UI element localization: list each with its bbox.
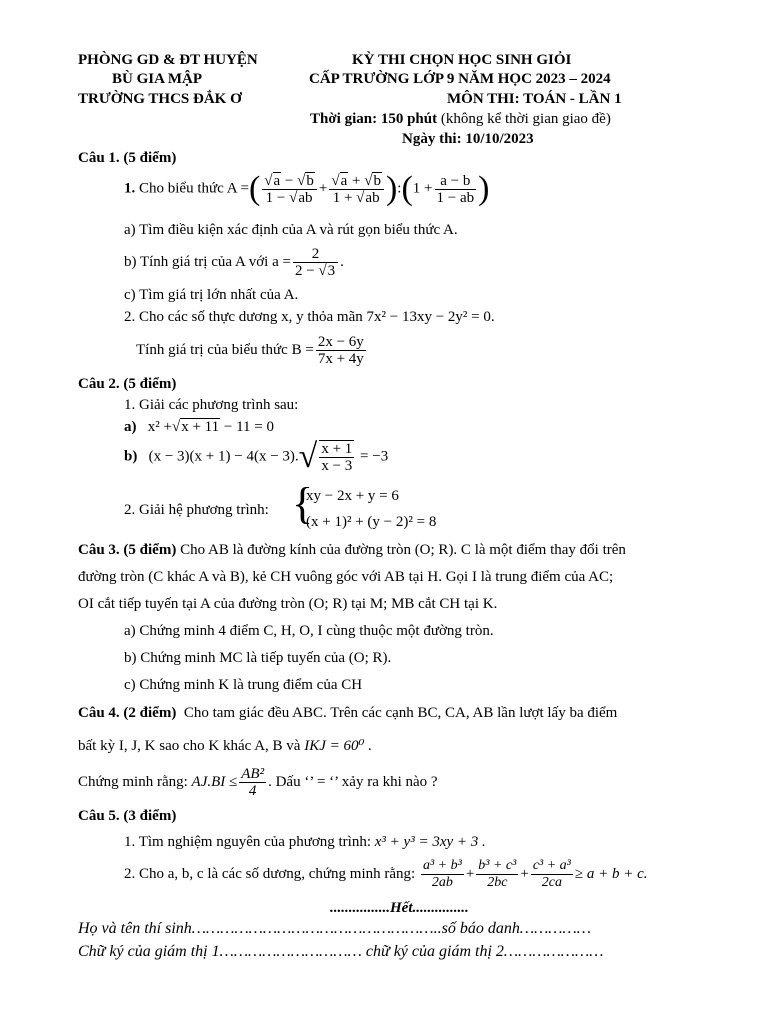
q5-p1-text: 1. Tìm nghiệm nguyên của phương trình: <box>124 834 372 850</box>
q5-f1-num: a³ + b³ <box>422 858 462 873</box>
q2-p1: 1. Giải các phương trình sau: <box>124 397 299 413</box>
exam-time-bold: Thời gian: 150 phút <box>310 111 438 127</box>
q2-a-radicand: x + 11 <box>181 419 220 435</box>
system-brace: { <box>292 479 314 528</box>
q1-b-denominator: 7x + 4y <box>317 351 364 367</box>
q1-part-c: c) Tìm giá trị lớn nhất của A. <box>124 287 299 303</box>
q2-system-eq1: xy − 2x + y = 6 <box>306 488 399 504</box>
q4-prove: Chứng minh rằng: <box>78 773 188 790</box>
exam-date: Ngày thi: 10/10/2023 <box>402 131 534 147</box>
q1-b-numerator: 2x − 6y <box>317 334 364 350</box>
q5-p1 <box>124 834 486 851</box>
q5-f2-den: 2bc <box>487 875 508 890</box>
q1-p2-ask: Tính giá trị của biểu thức B = $\frac{2x - 6y}{7x + 4y}$ <box>136 334 364 367</box>
q1-p2-text: 2. Cho các số thực dương x, y thỏa mãn <box>124 309 363 325</box>
q1-p1-label: 1. <box>124 180 136 197</box>
exam-subject: MÔN THI: TOÁN - LẦN 1 <box>447 91 622 107</box>
q3-line-3: OI cắt tiếp tuyến tại A của đường tròn (O; R) tại M; MB cắt CH tại K. <box>78 596 498 612</box>
q2-system-eq2: (x + 1)² + (y − 2)² = 8 <box>306 514 437 530</box>
q2-eq-a: a) x² +√x + 11 − 11 = 0 <box>124 419 274 435</box>
q2-a-left: x² + <box>147 419 172 435</box>
q2-b-numerator: x + 1 <box>321 441 353 457</box>
q1-p2 <box>124 309 495 326</box>
q3-part-a: a) Chứng minh 4 điểm C, H, O, I cùng thuộc một đường tròn. <box>124 623 494 639</box>
q5-p2: 2. Cho a, b, c là các số dương, chứng minh rằng: $\frac{\text{a³ + b³}}{2ab}$ + $\frac{\text{b³ + c³}}{2bc}$ + $\frac{\text{c³ + a³}}{2ca}$ ≥ a + b + c. <box>124 858 648 890</box>
q2-b-denominator: x − 3 <box>321 458 353 474</box>
exam-level: CẤP TRƯỜNG LỚP 9 NĂM HỌC 2023 – 2024 <box>309 71 611 87</box>
q3-part-b: b) Chứng minh MC là tiếp tuyến của (O; R). <box>124 650 392 666</box>
q3-line-2: đường tròn (C khác A và B), kẻ CH vuông góc với AB tại H. Gọi I là trung điểm của AC; <box>78 569 614 585</box>
q1-expression-A: 1. Cho biểu thức A =( $\frac{√a - √b}{1 - √ab}$ + $\frac{√a + √b}{1 + √ab}$ ):(1 + $\frac{a - b}{1 - ab}$ ) <box>124 170 490 207</box>
q5-p1-equation: x³ + y³ = 3xy + 3 . <box>374 834 486 850</box>
school-name: TRƯỜNG THCS ĐẮK Ơ <box>78 91 242 107</box>
q4-ineq-numerator: AB² <box>241 766 265 782</box>
proctor-signature-line: Chữ ký của giám thị 1………………………… chữ ký của giám thị 2………………… <box>78 943 604 960</box>
q5-title: Câu 5. (3 điểm) <box>78 808 177 824</box>
q2-b-label: b) <box>124 448 138 465</box>
q3-text-1: Cho AB là đường kính của đường tròn (O; R). C là một điểm thay đổi trên <box>180 542 626 558</box>
q4-text-1: Cho tam giác đều ABC. Trên các cạnh BC, CA, AB lần lượt lấy ba điểm <box>183 705 618 721</box>
exam-time <box>310 111 611 128</box>
exam-time-note: (không kể thời gian giao đề) <box>440 111 611 127</box>
candidate-info-line: Họ và tên thí sinh……………………………………………..số báo danh…………… <box>78 920 591 937</box>
q4-inequality <box>78 766 438 799</box>
q1-part-b-text: b) Tính giá trị của A với <box>124 253 269 270</box>
q4-angle: IKJ = 60⁰ . <box>304 738 373 754</box>
q4-title: Câu 4. (2 điểm) <box>78 705 177 721</box>
q5-f2-num: b³ + c³ <box>478 858 517 873</box>
q2-a-label: a) <box>124 419 137 435</box>
q2-a-right: − 11 = 0 <box>223 419 274 435</box>
q2-b-right: = −3 <box>360 448 389 465</box>
department-line-1: PHÒNG GD & ĐT HUYỆN <box>78 52 258 68</box>
q5-f3-num: c³ + a³ <box>532 858 571 873</box>
q2-eq-b: b) (x − 3)(x + 1) − 4(x − 3).√ $\frac{x + 1}{x - 3}$ = −3 <box>124 438 389 475</box>
q5-f3-den: 2ca <box>541 875 562 890</box>
q1-part-b: b) Tính giá trị của A với a = $\frac{2}{2 - √3}$ . <box>124 246 344 279</box>
end-marker: ................Hết............... <box>330 900 469 916</box>
q3-part-c: c) Chứng minh K là trung điểm của CH <box>124 677 363 693</box>
department-line-2: BÙ GIA MẬP <box>112 71 202 87</box>
exam-title: KỲ THI CHỌN HỌC SINH GIỎI <box>352 52 572 68</box>
q4-line-1 <box>78 705 617 722</box>
q4-ineq-left: AJ.BI ≤ <box>191 773 238 790</box>
q4-tail: . Dấu ‘’ = ‘’ xảy ra khi nào ? <box>268 773 438 790</box>
q2-b-left: (x − 3)(x + 1) − 4(x − 3). <box>148 448 299 465</box>
q4-text-2: bất kỳ I, J, K sao cho K khác A, B và <box>78 738 301 754</box>
q4-line-2 <box>78 736 372 755</box>
q3-title: Câu 3. (5 điểm) <box>78 542 177 558</box>
q5-tail: ≥ a + b + c. <box>574 865 648 882</box>
q5-p2-text: 2. Cho a, b, c là các số dương, chứng minh rằng: <box>124 865 416 882</box>
q1-part-a: a) Tìm điều kiện xác định của A và rút gọn biểu thức A. <box>124 222 458 238</box>
q2-title: Câu 2. (5 điểm) <box>78 376 177 392</box>
q1-p2-ask-text: Tính giá trị của biểu thức <box>136 341 288 358</box>
q5-f1-den: 2ab <box>431 875 453 890</box>
q1-p2-equation: 7x² − 13xy − 2y² = 0. <box>366 309 495 325</box>
q1-title: Câu 1. (5 điểm) <box>78 150 177 166</box>
q3-line-1 <box>78 542 626 559</box>
q1-p1-text: Cho biểu thức <box>139 180 224 197</box>
q4-ineq-denominator: 4 <box>248 783 257 799</box>
q2-p2: 2. Giải hệ phương trình: <box>124 502 269 518</box>
